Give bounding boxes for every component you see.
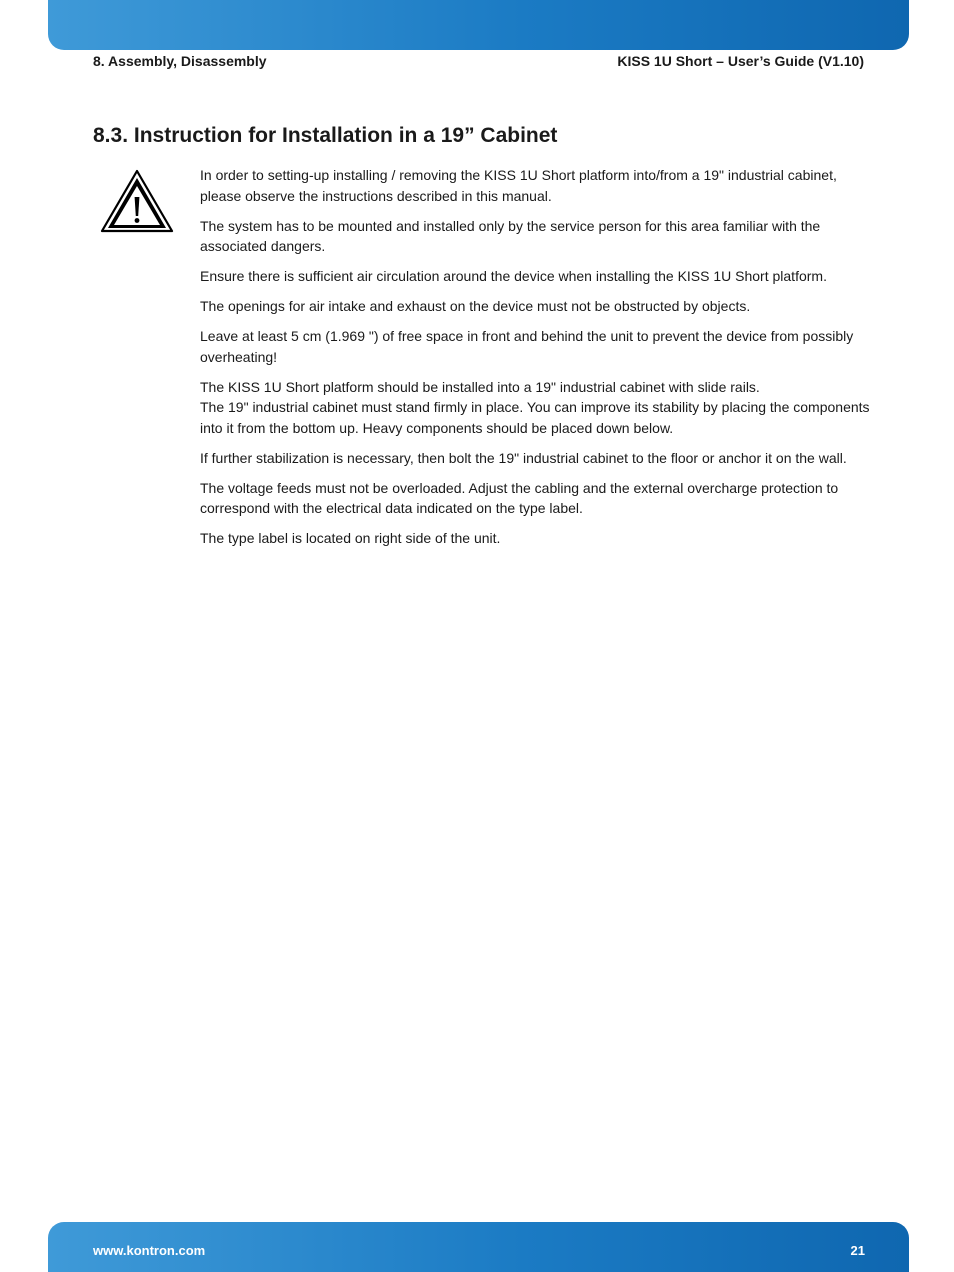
paragraph: The voltage feeds must not be overloaded. Adjust the cabling and the external overcharge protection to correspond with the electrical data indicated on the type label. (200, 479, 839, 516)
header-band (48, 0, 909, 50)
chapter-title: 8. Assembly, Disassembly (93, 53, 267, 69)
paragraph: Ensure there is sufficient air circulation around the device when installing the KISS 1U Short platform. (200, 268, 827, 284)
paragraph: The type label is located on right side of the unit. (200, 530, 501, 546)
paragraph: The system has to be mounted and installed only by the service person for this area familiar with the associated dangers. (200, 217, 821, 254)
paragraph-group (200, 377, 880, 439)
paragraph: In order to setting-up installing / removing the KISS 1U Short platform into/from a 19" industrial cabinet, please observe the instructions described in this manual. (200, 167, 837, 204)
paragraph-line: The KISS 1U Short platform should be installed into a 19" industrial cabinet with slide rails. (200, 378, 760, 395)
paragraph: The openings for air intake and exhaust on the device must not be obstructed by objects. (200, 298, 751, 314)
warning-triangle-icon (99, 168, 175, 234)
paragraph-line: The 19" industrial cabinet must stand firmly in place. You can improve its stability by placing the components into it from the bottom up. Heavy components should be placed down below. (200, 399, 870, 436)
instructions-body (200, 165, 880, 558)
section-title: 8.3. Instruction for Installation in a 19” Cabinet (93, 124, 558, 147)
footer-url[interactable]: www.kontron.com (93, 1243, 206, 1258)
guide-title: KISS 1U Short – User’s Guide (V1.10) (617, 53, 864, 69)
paragraph: If further stabilization is necessary, then bolt the 19" industrial cabinet to the floor or anchor it on the wall. (200, 449, 847, 466)
paragraph: Leave at least 5 cm (1.969 ") of free space in front and behind the unit to prevent the device from possibly overheating! (200, 328, 854, 365)
page-number: 21 (850, 1243, 865, 1258)
